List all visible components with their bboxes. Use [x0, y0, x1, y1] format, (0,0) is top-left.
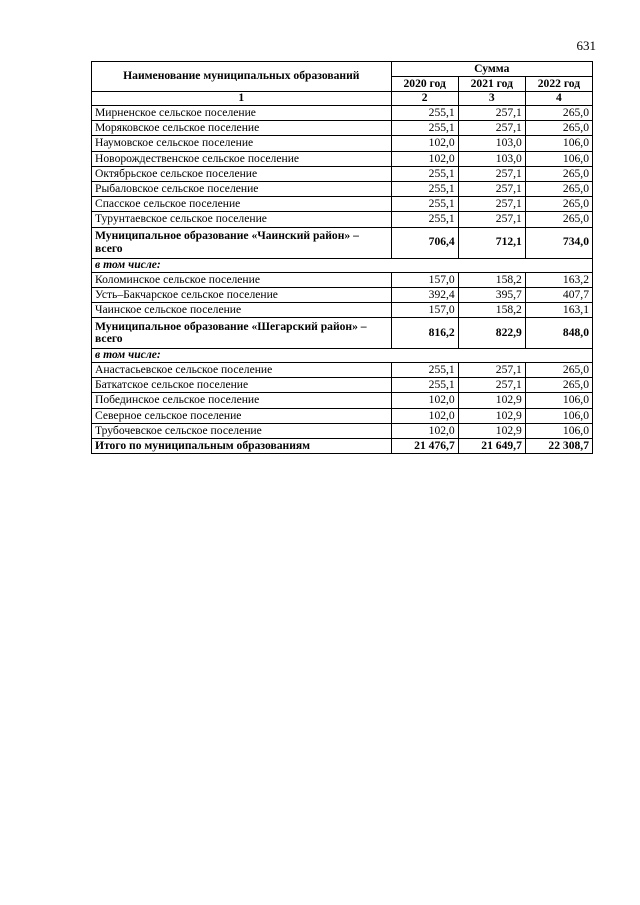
- row-name: Новорождественское сельское поселение: [92, 151, 392, 166]
- row-value-2021: 158,2: [458, 272, 525, 287]
- row-value-2020: 102,0: [391, 393, 458, 408]
- row-value-2022: 106,0: [525, 151, 592, 166]
- including-label: в том числе:: [92, 349, 593, 363]
- table-row: [92, 121, 593, 136]
- row-value-2022: 265,0: [525, 181, 592, 196]
- row-value-2021: 21 649,7: [458, 439, 525, 454]
- page-number: 631: [576, 38, 596, 53]
- column-index: 4: [525, 92, 592, 106]
- row-value-2020: 255,1: [391, 197, 458, 212]
- column-index: 1: [92, 92, 392, 106]
- table-row: [92, 408, 593, 423]
- row-name: Итого по муниципальным образованиям: [92, 439, 392, 454]
- row-value-2020: 102,0: [391, 423, 458, 438]
- row-name: Муниципальное образование «Шегарский район» – всего: [92, 318, 392, 349]
- table-row: [92, 287, 593, 302]
- row-value-2022: 265,0: [525, 197, 592, 212]
- shegarsky-rows: [92, 363, 593, 439]
- row-value-2021: 257,1: [458, 181, 525, 196]
- table-row: [92, 393, 593, 408]
- row-value-2021: 257,1: [458, 212, 525, 227]
- table-row: [92, 136, 593, 151]
- row-name: Северное сельское поселение: [92, 408, 392, 423]
- row-value-2022: 163,1: [525, 302, 592, 317]
- row-value-2021: 257,1: [458, 197, 525, 212]
- row-value-2022: 22 308,7: [525, 439, 592, 454]
- table-row: [92, 378, 593, 393]
- row-value-2021: 257,1: [458, 378, 525, 393]
- row-name: Чаинское сельское поселение: [92, 302, 392, 317]
- row-value-2021: 257,1: [458, 363, 525, 378]
- row-value-2020: 392,4: [391, 287, 458, 302]
- row-value-2020: 157,0: [391, 272, 458, 287]
- column-header-2020: 2020 год: [391, 77, 458, 92]
- row-value-2020: 255,1: [391, 181, 458, 196]
- row-value-2020: 255,1: [391, 378, 458, 393]
- row-value-2020: 255,1: [391, 121, 458, 136]
- row-name: Усть–Бакчарское сельское поселение: [92, 287, 392, 302]
- row-value-2021: 158,2: [458, 302, 525, 317]
- row-value-2021: 102,9: [458, 393, 525, 408]
- row-value-2020: 102,0: [391, 151, 458, 166]
- including-label: в том числе:: [92, 258, 593, 272]
- row-value-2020: 255,1: [391, 212, 458, 227]
- row-value-2020: 706,4: [391, 227, 458, 258]
- row-value-2020: 816,2: [391, 318, 458, 349]
- row-value-2022: 265,0: [525, 106, 592, 121]
- column-header-2021: 2021 год: [458, 77, 525, 92]
- row-value-2022: 163,2: [525, 272, 592, 287]
- row-value-2022: 106,0: [525, 423, 592, 438]
- row-value-2020: 21 476,7: [391, 439, 458, 454]
- row-name: Октябрьское сельское поселение: [92, 166, 392, 181]
- row-value-2020: 102,0: [391, 408, 458, 423]
- column-header-sum: Сумма: [391, 62, 592, 77]
- row-value-2020: 255,1: [391, 106, 458, 121]
- table-row: [92, 181, 593, 196]
- row-value-2021: 712,1: [458, 227, 525, 258]
- table-row-including: [92, 349, 593, 363]
- row-value-2022: 848,0: [525, 318, 592, 349]
- table-row-chainsky-total: [92, 227, 593, 258]
- row-name: Рыбаловское сельское поселение: [92, 181, 392, 196]
- column-header-name: Наименование муниципальных образований: [92, 62, 392, 92]
- row-value-2022: 265,0: [525, 121, 592, 136]
- table-row: [92, 363, 593, 378]
- table-row-shegarsky-total: [92, 318, 593, 349]
- row-value-2020: 255,1: [391, 363, 458, 378]
- row-name: Побединское сельское поселение: [92, 393, 392, 408]
- row-value-2022: 734,0: [525, 227, 592, 258]
- table-row: [92, 166, 593, 181]
- row-value-2021: 257,1: [458, 106, 525, 121]
- row-value-2022: 106,0: [525, 393, 592, 408]
- row-value-2020: 157,0: [391, 302, 458, 317]
- column-header-2022: 2022 год: [525, 77, 592, 92]
- row-value-2022: 106,0: [525, 136, 592, 151]
- row-value-2022: 265,0: [525, 212, 592, 227]
- table-row: [92, 106, 593, 121]
- table-row-grand-total: [92, 439, 593, 454]
- row-value-2022: 265,0: [525, 378, 592, 393]
- table-row: [92, 212, 593, 227]
- row-value-2022: 265,0: [525, 166, 592, 181]
- table-row: [92, 151, 593, 166]
- row-value-2021: 822,9: [458, 318, 525, 349]
- row-value-2021: 102,9: [458, 423, 525, 438]
- row-name: Спасское сельское поселение: [92, 197, 392, 212]
- row-value-2021: 103,0: [458, 151, 525, 166]
- row-name: Моряковское сельское поселение: [92, 121, 392, 136]
- table-row: [92, 302, 593, 317]
- row-value-2022: 265,0: [525, 363, 592, 378]
- column-index-row: [92, 92, 593, 106]
- row-value-2021: 395,7: [458, 287, 525, 302]
- row-name: Наумовское сельское поселение: [92, 136, 392, 151]
- table-row: [92, 272, 593, 287]
- table-row: [92, 423, 593, 438]
- budget-table: [91, 61, 593, 454]
- row-name: Коломинское сельское поселение: [92, 272, 392, 287]
- group1-rows: [92, 106, 593, 228]
- column-index: 2: [391, 92, 458, 106]
- chainsky-section: [92, 227, 593, 272]
- row-name: Анастасьевское сельское поселение: [92, 363, 392, 378]
- row-name: Турунтаевское сельское поселение: [92, 212, 392, 227]
- row-value-2021: 257,1: [458, 121, 525, 136]
- row-value-2021: 102,9: [458, 408, 525, 423]
- row-value-2021: 257,1: [458, 166, 525, 181]
- row-name: Мирненское сельское поселение: [92, 106, 392, 121]
- row-value-2020: 255,1: [391, 166, 458, 181]
- row-value-2022: 407,7: [525, 287, 592, 302]
- row-value-2021: 103,0: [458, 136, 525, 151]
- row-value-2022: 106,0: [525, 408, 592, 423]
- row-name: Муниципальное образование «Чаинский район» – всего: [92, 227, 392, 258]
- column-index: 3: [458, 92, 525, 106]
- table-row: [92, 197, 593, 212]
- row-name: Трубочевское сельское поселение: [92, 423, 392, 438]
- shegarsky-section: [92, 318, 593, 363]
- chainsky-rows: [92, 272, 593, 318]
- row-value-2020: 102,0: [391, 136, 458, 151]
- table-row-including: [92, 258, 593, 272]
- row-name: Баткатское сельское поселение: [92, 378, 392, 393]
